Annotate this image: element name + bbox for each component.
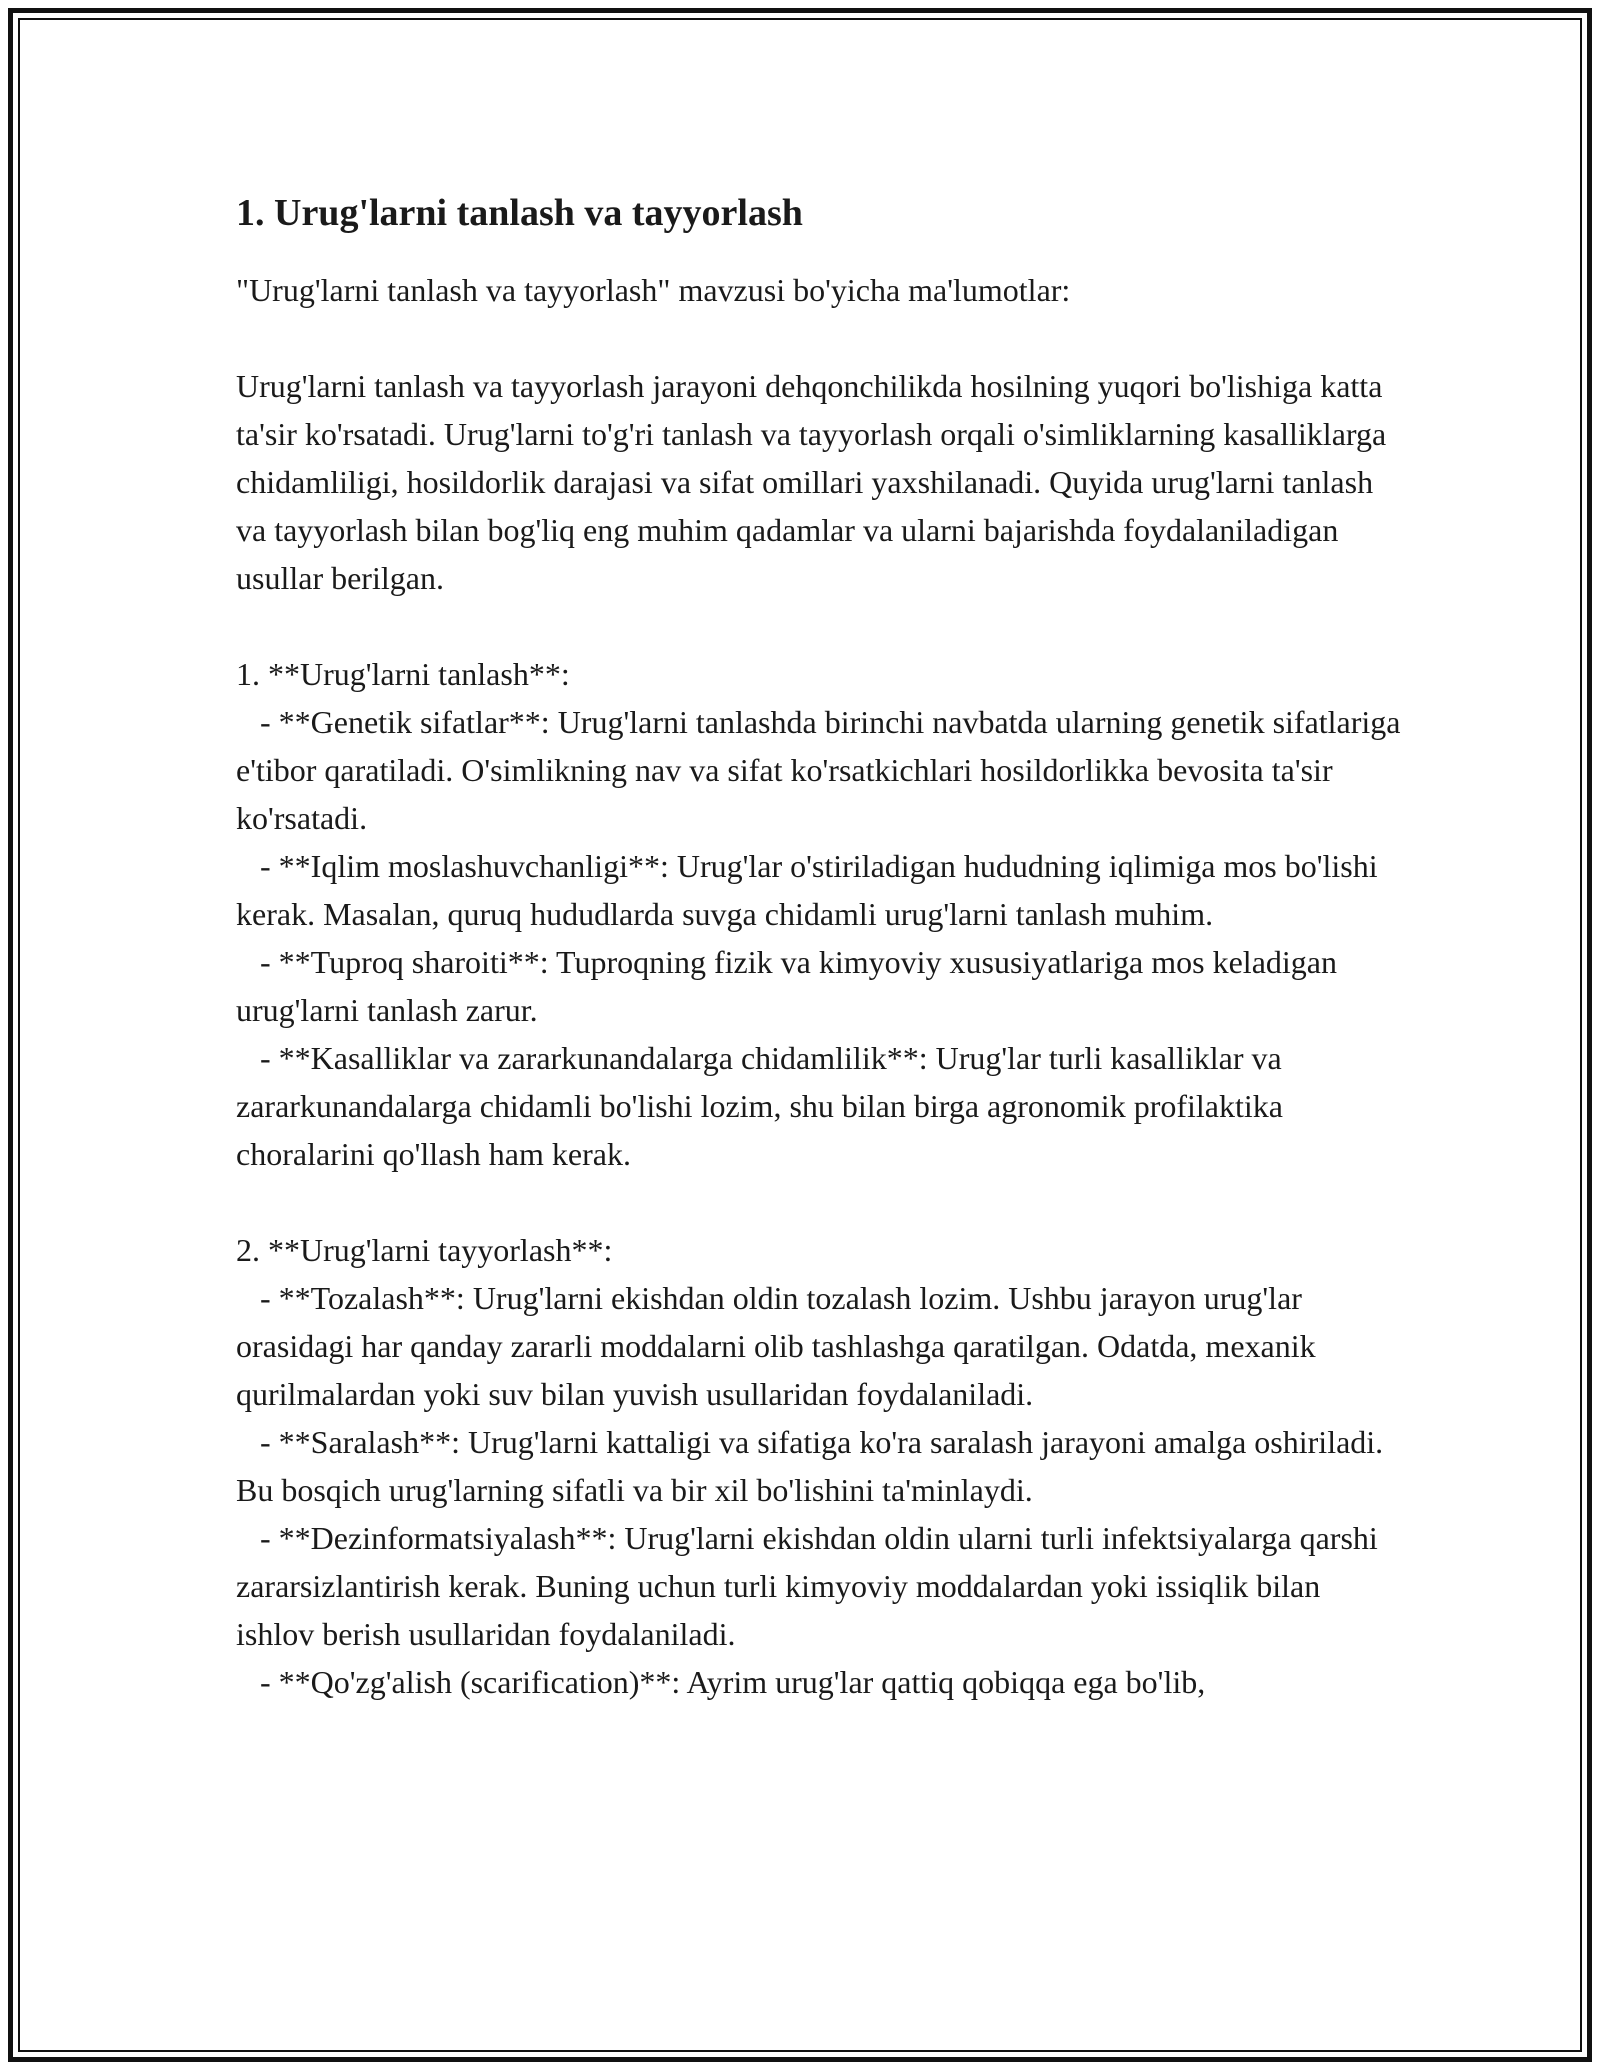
section-seed-preparation xyxy=(236,1226,1406,1706)
list-item: - **Iqlim moslashuvchanligi**: Urug'lar o'stiriladigan hududning iqlimiga mos bo'lishi kerak. Masalan, quruq hududlarda suvga chidamli urug'larni tanlash muhim. xyxy=(236,848,1386,932)
list-item: - **Saralash**: Urug'larni kattaligi va sifatiga ko'ra saralash jarayoni amalga oshiriladi. Bu bosqich urug'larning sifatli va bir xil bo'lishini ta'minlaydi. xyxy=(236,1424,1392,1508)
intro-line: "Urug'larni tanlash va tayyorlash" mavzusi bo'yicha ma'lumotlar: xyxy=(236,272,1071,308)
list-item: - **Qo'zg'alish (scarification)**: Ayrim urug'lar qattiq qobiqqa ega bo'lib, xyxy=(236,1664,1206,1700)
document-body xyxy=(236,186,1409,1706)
list-item: - **Tozalash**: Urug'larni ekishdan oldin tozalash lozim. Ushbu jarayon urug'lar orasidagi har qanday zararli moddalarni olib tashlashga qaratilgan. Odatda, mexanik qurilmalardan yoki suv bilan yuvish usullaridan foydalaniladi. xyxy=(236,1280,1324,1412)
list-item: - **Tuproq sharoiti**: Tuproqning fizik va kimyoviy xususiyatlariga mos keladigan urug'larni tanlash zarur. xyxy=(236,944,1345,1028)
list-item: - **Dezinformatsiyalash**: Urug'larni ekishdan oldin ularni turli infektsiyalarga qarshi zararsizlantirish kerak. Buning uchun turli kimyoviy moddalardan yoki issiqlik bilan ishlov berish usullaridan foydalaniladi. xyxy=(236,1520,1386,1652)
section-heading: 1. **Urug'larni tanlash**: xyxy=(236,656,570,692)
intro-paragraph: Urug'larni tanlash va tayyorlash jarayoni dehqonchilikda hosilning yuqori bo'lishiga katta ta'sir ko'rsatadi. Urug'larni to'g'ri tanlash va tayyorlash orqali o'simliklarning kasalliklarga chidamliligi, hosildorlik darajasi va sifat omillari yaxshilanadi. Quyida urug'larni tanlash va tayyorlash bilan bog'liq eng muhim qadamlar va ularni bajarishda foydalaniladigan usullar berilgan. xyxy=(236,368,1387,596)
section-seed-selection xyxy=(236,650,1409,1178)
document-title: 1. Urug'larni tanlash va tayyorlash xyxy=(236,192,803,234)
list-item: - **Kasalliklar va zararkunandalarga chidamlilik**: Urug'lar turli kasalliklar va zararkunandalarga chidamli bo'lishi lozim, shu bilan birga agronomik profilaktika choralarini qo'llash ham kerak. xyxy=(236,1040,1291,1172)
section-heading: 2. **Urug'larni tayyorlash**: xyxy=(236,1232,613,1268)
list-item: - **Genetik sifatlar**: Urug'larni tanlashda birinchi navbatda ularning genetik sifatlariga e'tibor qaratiladi. O'simlikning nav va sifat ko'rsatkichlari hosildorlikka bevosita ta'sir ko'rsatadi. xyxy=(236,704,1409,836)
